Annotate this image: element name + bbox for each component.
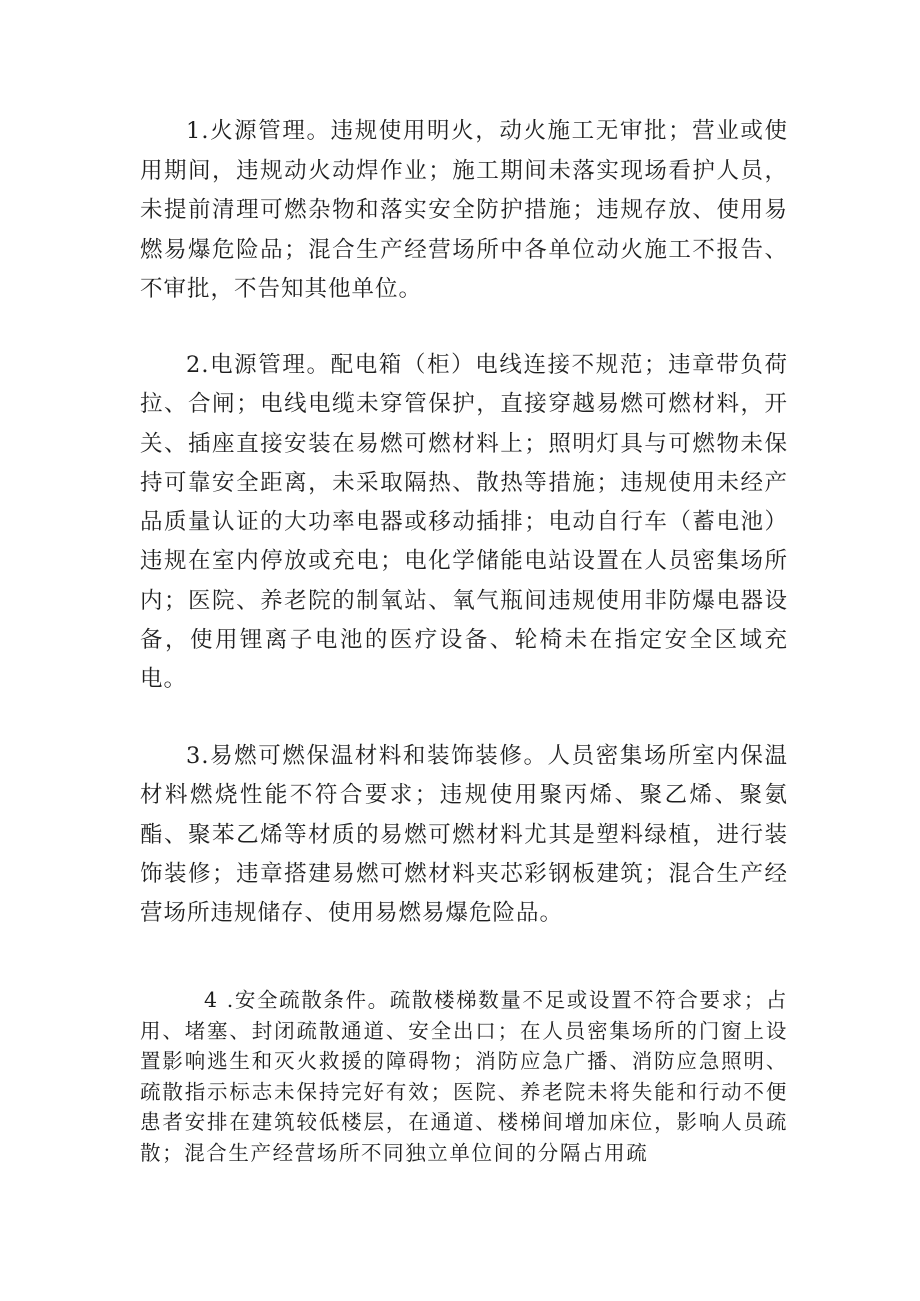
paragraph-power-management: 2.电源管理。配电箱（柜）电线连接不规范；违章带负荷拉、合闸；电线电缆未穿管保护，直接穿越易燃可燃材料，开关、插座直接安装在易燃可燃材料上；照明灯具与可燃物未保持可靠安全距离，未采取隔热、散热等措施；违规使用未经产品质量认证的大功率电器或移动插排；电动自行车（蓄电池）违规在室内停放或充电；电化学储能电站设置在人员密集场所内；医院、养老院的制氧站、氧气瓶间违规使用非防爆电器设备，使用锂离子电池的医疗设备、轮椅未在指定安全区域充电。 [140, 352, 788, 693]
paragraph-insulation-decoration: 3.易燃可燃保温材料和装饰装修。人员密集场所室内保温材料燃烧性能不符合要求；违规使用聚丙烯、聚乙烯、聚氨酯、聚苯乙烯等材质的易燃可燃材料尤其是塑料绿植，进行装饰装修；违章搭建易燃可燃材料夹芯彩钢板建筑；混合生产经营场所违规储存、使用易燃易爆危险品。 [140, 743, 788, 927]
paragraph-fire-source-management: 1.火源管理。违规使用明火，动火施工无审批；营业或使用期间，违规动火动焊作业；施工期间未落实现场看护人员，未提前清理可燃杂物和落实安全防护措施；违规存放、使用易燃易爆危险品；混合生产经营场所中各单位动火施工不报告、不审批，不告知其他单位。 [140, 118, 788, 302]
paragraph-safe-evacuation: 4 .安全疏散条件。疏散楼梯数量不足或设置不符合要求；占用、堵塞、封闭疏散通道、安全出口；在人员密集场所的门窗上设置影响逃生和灭火救援的障碍物；消防应急广播、消防应急照明、疏散指示标志未保持完好有效；医院、养老院未将失能和行动不便患者安排在建筑较低楼层，在通道、楼梯间增加床位，影响人员疏散；混合生产经营场所不同独立单位间的分隔占用疏 [140, 988, 788, 1165]
